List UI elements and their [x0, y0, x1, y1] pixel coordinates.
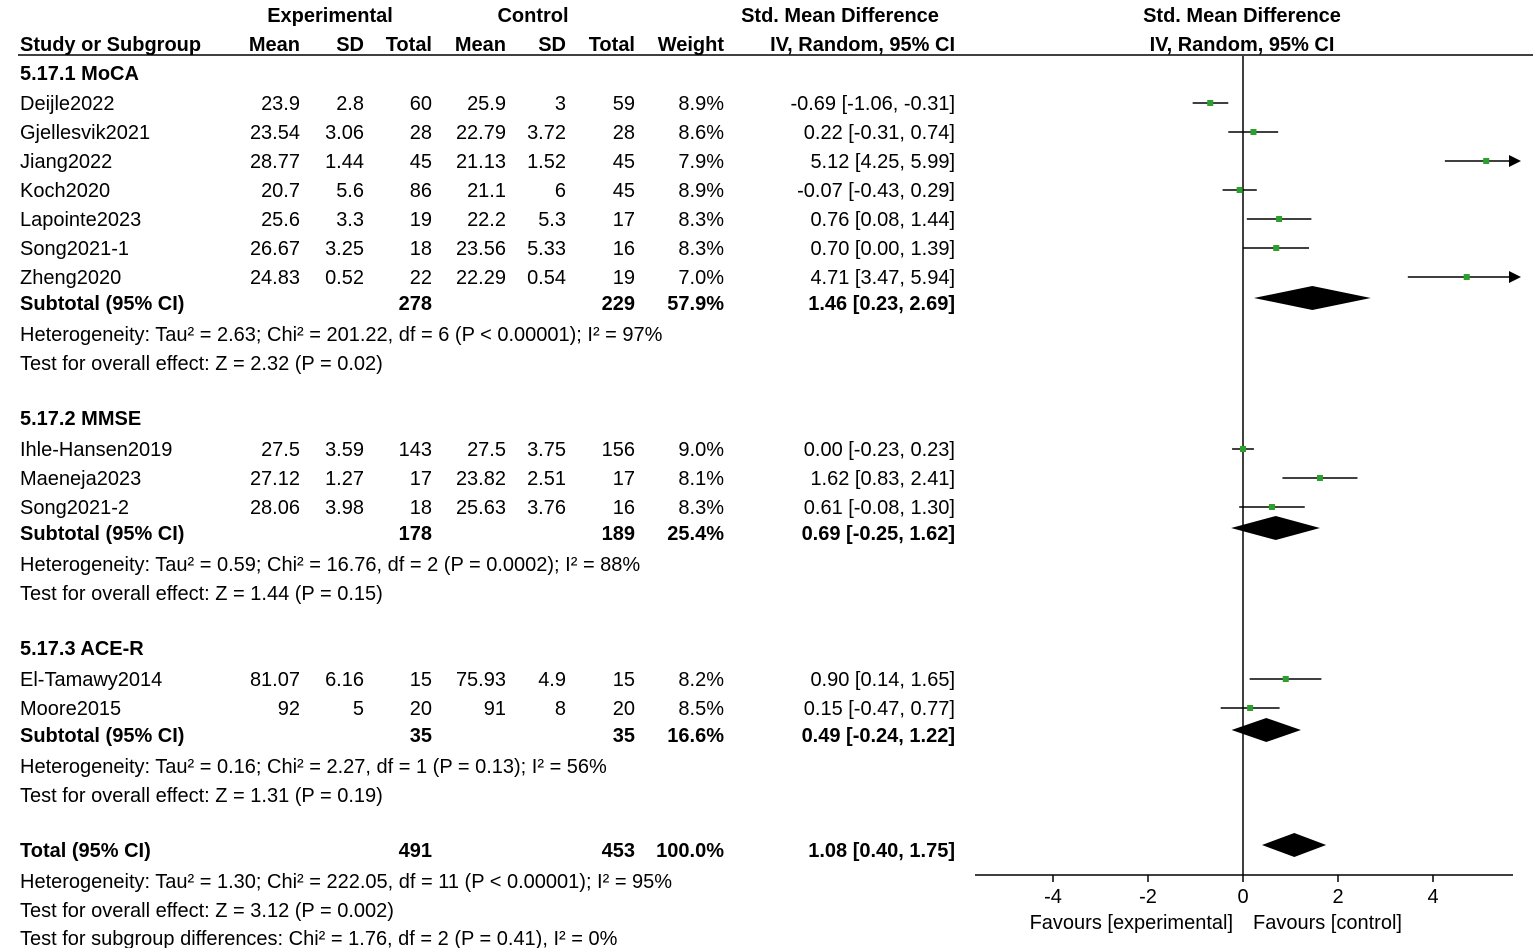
- sd-control: 0.54: [527, 267, 566, 289]
- effect-ci: -0.69 [-1.06, -0.31]: [790, 93, 955, 115]
- total-experimental: 86: [409, 180, 432, 202]
- header-plot: Std. Mean Difference: [1143, 5, 1341, 27]
- effect-ci: 0.61 [-0.08, 1.30]: [803, 497, 955, 519]
- subtotal-weight: 16.6%: [667, 725, 724, 747]
- total-experimental: 28: [409, 122, 432, 144]
- total-experimental: 60: [409, 93, 432, 115]
- weight: 8.2%: [678, 669, 724, 691]
- header-smd-sub: IV, Random, 95% CI: [770, 34, 955, 56]
- summary-diamond: [1232, 718, 1301, 742]
- summary-diamond: [1231, 516, 1320, 540]
- sd-experimental: 5: [352, 698, 364, 720]
- total-weight: 100.0%: [656, 840, 724, 862]
- header-control: Control: [497, 5, 569, 27]
- effect-ci: 0.70 [0.00, 1.39]: [810, 238, 955, 260]
- mean-control: 21.13: [455, 151, 506, 173]
- mean-control: 25.63: [455, 497, 506, 519]
- sd-experimental: 5.6: [336, 180, 364, 202]
- study-point: [1273, 245, 1279, 251]
- sd-experimental: 3.98: [325, 497, 364, 519]
- subtotal-label: Subtotal (95% CI): [20, 523, 185, 545]
- weight: 8.9%: [678, 93, 724, 115]
- study-point: [1317, 475, 1323, 481]
- mean-experimental: 26.67: [249, 238, 300, 260]
- header-mean-experimental: Mean: [248, 34, 300, 56]
- x-tick-label: 4: [1427, 886, 1439, 908]
- sd-experimental: 6.16: [325, 669, 364, 691]
- heterogeneity-text: Heterogeneity: Tau² = 0.59; Chi² = 16.76, df = 2 (P = 0.0002); I² = 88%: [20, 554, 641, 576]
- mean-control: 27.5: [467, 439, 506, 461]
- effect-ci: 0.76 [0.08, 1.44]: [810, 209, 955, 231]
- weight: 8.5%: [678, 698, 724, 720]
- mean-experimental: 81.07: [249, 669, 300, 691]
- sd-experimental: 3.59: [325, 439, 364, 461]
- total-control: 16: [612, 238, 635, 260]
- study-name: Song2021-1: [20, 238, 129, 260]
- study-point: [1269, 504, 1275, 510]
- effect-ci: 1.62 [0.83, 2.41]: [810, 468, 955, 490]
- total-experimental: 20: [409, 698, 432, 720]
- mean-experimental: 23.54: [249, 122, 300, 144]
- study-name: Jiang2022: [20, 151, 113, 173]
- mean-experimental: 25.6: [261, 209, 300, 231]
- total-control: 28: [612, 122, 635, 144]
- sd-experimental: 1.44: [325, 151, 364, 173]
- summary-diamond: [1254, 286, 1371, 310]
- weight: 7.9%: [678, 151, 724, 173]
- total-control: 19: [612, 267, 635, 289]
- mean-control: 91: [483, 698, 506, 720]
- mean-experimental: 27.12: [249, 468, 300, 490]
- header-mean-control: Mean: [454, 34, 506, 56]
- weight: 9.0%: [678, 439, 724, 461]
- sd-control: 3: [554, 93, 566, 115]
- sd-control: 5.3: [538, 209, 566, 231]
- study-point: [1276, 216, 1282, 222]
- subtotal-total-control: 189: [601, 523, 635, 545]
- subtotal-total-control: 35: [612, 725, 635, 747]
- weight: 7.0%: [678, 267, 724, 289]
- study-name: Moore2015: [20, 698, 122, 720]
- study-name: Maeneja2023: [20, 468, 142, 490]
- x-tick-label: -4: [1044, 886, 1062, 908]
- subgroup-title: 5.17.2 MMSE: [20, 408, 142, 430]
- study-point: [1464, 274, 1470, 280]
- header-plot-sub: IV, Random, 95% CI: [1149, 34, 1335, 56]
- mean-experimental: 92: [277, 698, 300, 720]
- header-study: Study or Subgroup: [20, 34, 202, 56]
- mean-control: 75.93: [455, 669, 506, 691]
- total-control: 45: [612, 151, 635, 173]
- mean-control: 22.29: [455, 267, 506, 289]
- study-point: [1207, 100, 1213, 106]
- weight: 8.3%: [678, 209, 724, 231]
- sd-experimental: 3.06: [325, 122, 364, 144]
- subgroup-title: 5.17.1 MoCA: [20, 63, 139, 85]
- sd-control: 3.72: [527, 122, 566, 144]
- sd-control: 8: [554, 698, 566, 720]
- ci-arrow: [1509, 271, 1521, 283]
- study-name: Lapointe2023: [20, 209, 142, 231]
- total-total-experimental: 491: [398, 840, 432, 862]
- subtotal-weight: 25.4%: [667, 523, 724, 545]
- overall-effect-text: Test for overall effect: Z = 2.32 (P = 0.02): [20, 353, 383, 375]
- subgroup-title: 5.17.3 ACE-R: [20, 638, 144, 660]
- subgroup-differences-text: Test for subgroup differences: Chi² = 1.76, df = 2 (P = 0.41), I² = 0%: [20, 928, 618, 948]
- mean-experimental: 20.7: [261, 180, 300, 202]
- mean-experimental: 23.9: [261, 93, 300, 115]
- total-experimental: 18: [409, 238, 432, 260]
- effect-ci: 0.00 [-0.23, 0.23]: [803, 439, 955, 461]
- sd-control: 5.33: [527, 238, 566, 260]
- header-weight: Weight: [657, 34, 724, 56]
- total-label: Total (95% CI): [20, 840, 151, 862]
- total-experimental: 18: [409, 497, 432, 519]
- effect-ci: 0.90 [0.14, 1.65]: [810, 669, 955, 691]
- study-point: [1283, 676, 1289, 682]
- sd-experimental: 0.52: [325, 267, 364, 289]
- total-heterogeneity-text: Heterogeneity: Tau² = 1.30; Chi² = 222.05, df = 11 (P < 0.00001); I² = 95%: [20, 871, 673, 893]
- study-point: [1483, 158, 1489, 164]
- sd-experimental: 3.25: [325, 238, 364, 260]
- mean-control: 25.9: [467, 93, 506, 115]
- total-experimental: 19: [409, 209, 432, 231]
- favours-experimental-label: Favours [experimental]: [1029, 912, 1233, 934]
- subtotal-total-experimental: 35: [409, 725, 432, 747]
- total-experimental: 22: [409, 267, 432, 289]
- favours-control-label: Favours [control]: [1253, 912, 1402, 934]
- sd-control: 1.52: [527, 151, 566, 173]
- header-sd-control: SD: [538, 34, 566, 56]
- effect-ci: 0.22 [-0.31, 0.74]: [803, 122, 955, 144]
- subtotal-total-experimental: 178: [398, 523, 432, 545]
- mean-control: 22.79: [455, 122, 506, 144]
- subtotal-effect-ci: 0.69 [-0.25, 1.62]: [801, 523, 955, 545]
- sd-experimental: 3.3: [336, 209, 364, 231]
- effect-ci: -0.07 [-0.43, 0.29]: [797, 180, 955, 202]
- sd-control: 3.75: [527, 439, 566, 461]
- sd-control: 6: [554, 180, 566, 202]
- total-experimental: 143: [398, 439, 432, 461]
- total-effect-ci: 1.08 [0.40, 1.75]: [808, 840, 955, 862]
- study-point: [1247, 705, 1253, 711]
- subtotal-label: Subtotal (95% CI): [20, 293, 185, 315]
- effect-ci: 4.71 [3.47, 5.94]: [810, 267, 955, 289]
- total-control: 45: [612, 180, 635, 202]
- x-tick-label: -2: [1139, 886, 1157, 908]
- effect-ci: 0.15 [-0.47, 0.77]: [803, 698, 955, 720]
- study-name: Koch2020: [20, 180, 111, 202]
- total-control: 17: [612, 468, 635, 490]
- weight: 8.6%: [678, 122, 724, 144]
- sd-control: 4.9: [538, 669, 566, 691]
- total-overall-effect-text: Test for overall effect: Z = 3.12 (P = 0.002): [20, 900, 394, 922]
- study-name: Deijle2022: [20, 93, 115, 115]
- subtotal-total-control: 229: [601, 293, 635, 315]
- summary-diamond: [1262, 833, 1326, 857]
- total-experimental: 17: [409, 468, 432, 490]
- study-name: Ihle-Hansen2019: [20, 439, 173, 461]
- total-experimental: 45: [409, 151, 432, 173]
- mean-experimental: 27.5: [261, 439, 300, 461]
- study-point: [1237, 187, 1243, 193]
- overall-effect-text: Test for overall effect: Z = 1.31 (P = 0.19): [20, 785, 383, 807]
- mean-control: 21.1: [467, 180, 506, 202]
- header-experimental: Experimental: [267, 5, 393, 27]
- total-total-control: 453: [601, 840, 635, 862]
- subtotal-label: Subtotal (95% CI): [20, 725, 185, 747]
- sd-control: 3.76: [527, 497, 566, 519]
- overall-effect-text: Test for overall effect: Z = 1.44 (P = 0.15): [20, 583, 383, 605]
- header-total-control: Total: [588, 34, 635, 56]
- sd-experimental: 1.27: [325, 468, 364, 490]
- study-name: El-Tamawy2014: [20, 669, 163, 691]
- study-point: [1250, 129, 1256, 135]
- header-sd-experimental: SD: [336, 34, 364, 56]
- header-smd: Std. Mean Difference: [741, 5, 939, 27]
- total-control: 15: [612, 669, 635, 691]
- mean-control: 23.56: [455, 238, 506, 260]
- x-tick-label: 2: [1332, 886, 1344, 908]
- x-tick-label: 0: [1237, 886, 1249, 908]
- study-point: [1240, 446, 1246, 452]
- heterogeneity-text: Heterogeneity: Tau² = 2.63; Chi² = 201.22, df = 6 (P < 0.00001); I² = 97%: [20, 324, 663, 346]
- total-control: 59: [612, 93, 635, 115]
- mean-experimental: 24.83: [249, 267, 300, 289]
- study-name: Gjellesvik2021: [20, 122, 151, 144]
- total-control: 156: [601, 439, 635, 461]
- total-control: 17: [612, 209, 635, 231]
- effect-ci: 5.12 [4.25, 5.99]: [810, 151, 955, 173]
- subtotal-effect-ci: 1.46 [0.23, 2.69]: [808, 293, 955, 315]
- mean-experimental: 28.06: [249, 497, 300, 519]
- study-name: Song2021-2: [20, 497, 129, 519]
- subtotal-weight: 57.9%: [667, 293, 724, 315]
- mean-control: 23.82: [455, 468, 506, 490]
- weight: 8.3%: [678, 238, 724, 260]
- total-experimental: 15: [409, 669, 432, 691]
- weight: 8.9%: [678, 180, 724, 202]
- subtotal-total-experimental: 278: [398, 293, 432, 315]
- sd-control: 2.51: [527, 468, 566, 490]
- total-control: 20: [612, 698, 635, 720]
- weight: 8.3%: [678, 497, 724, 519]
- header-total-experimental: Total: [385, 34, 432, 56]
- heterogeneity-text: Heterogeneity: Tau² = 0.16; Chi² = 2.27, df = 1 (P = 0.13); I² = 56%: [20, 756, 607, 778]
- mean-experimental: 28.77: [249, 151, 300, 173]
- mean-control: 22.2: [467, 209, 506, 231]
- total-control: 16: [612, 497, 635, 519]
- study-name: Zheng2020: [20, 267, 122, 289]
- weight: 8.1%: [678, 468, 724, 490]
- ci-arrow: [1509, 155, 1521, 167]
- sd-experimental: 2.8: [336, 93, 364, 115]
- subtotal-effect-ci: 0.49 [-0.24, 1.22]: [801, 725, 955, 747]
